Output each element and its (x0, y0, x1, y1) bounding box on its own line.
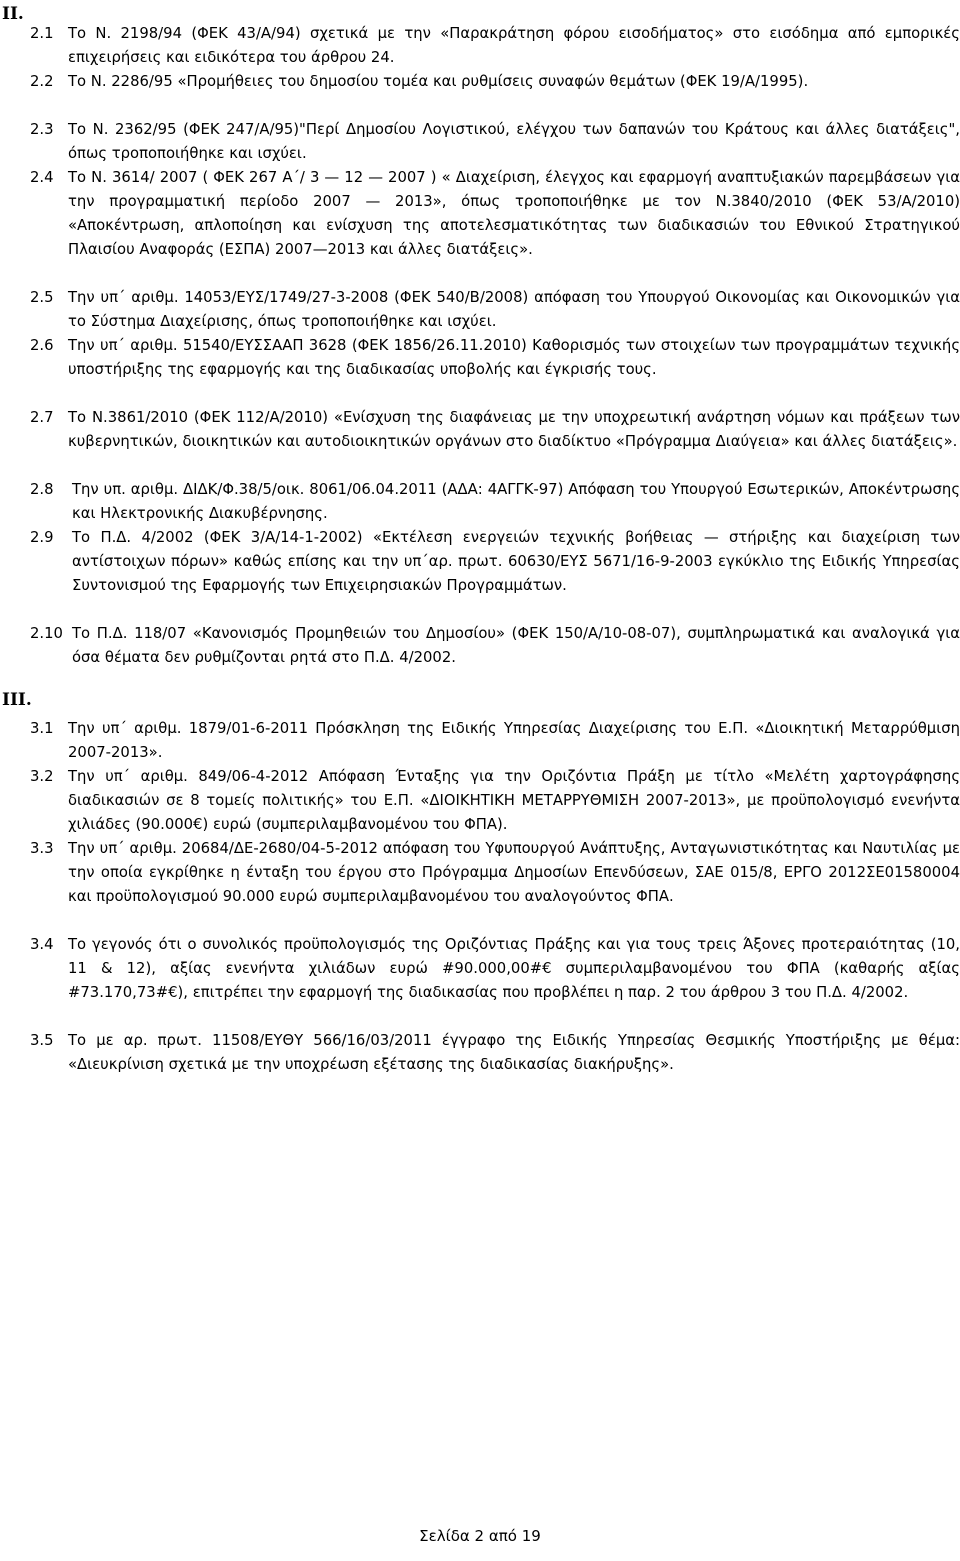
item-text: Το Π.Δ. 118/07 «Κανονισμός Προμηθειών του Δημοσίου» (ΦΕΚ 150/Α/10-08-07), συμπληρωματικά και αναλογικά για όσα θέματα δεν ρυθμίζονται ρητά στο Π.Δ. 4/2002. (72, 625, 960, 666)
item-number: 3.5 (30, 1032, 54, 1049)
page-footer: Σελίδα 2 από 19 (419, 1527, 541, 1545)
item-number: 2.5 (30, 289, 54, 306)
item-text: Την υπ. αριθμ. ΔΙΔΚ/Φ.38/5/οικ. 8061/06.04.2011 (ΑΔΑ: 4ΑΓΓΚ-97) Απόφαση του Υπουργού Εσωτερικών, Αποκέντρωσης και Ηλεκτρονικής Διακυβέρνησης. (72, 481, 960, 522)
item-text: Την υπ΄ αριθμ. 51540/ΕΥΣΣΑΑΠ 3628 (ΦΕΚ 1856/26.11.2010) Καθορισμός των στοιχείων των προγραμμάτων τεχνικής υποστήριξης της εφαρμογής και της διαδικασίας υποβολής και έγκρισής τους. (68, 337, 960, 378)
item-number: 2.4 (30, 169, 54, 186)
item-text: Το με αρ. πρωτ. 11508/ΕΥΘΥ 566/16/03/2011 έγγραφο της Ειδικής Υπηρεσίας Θεσμικής Υποστήριξης με θέμα: «Διευκρίνιση σχετικά με την υποχρέωση εξέτασης της διαδικασίας διακήρυξης». (68, 1032, 960, 1073)
item-text: Το Ν. 2286/95 «Προμήθειες του δημοσίου τομέα και ρυθμίσεις συναφών θεμάτων (ΦΕΚ 19/Α/1995). (68, 73, 809, 90)
list-item-2-3 (30, 118, 960, 166)
item-number: 2.7 (30, 409, 54, 426)
list-item-2-8 (30, 478, 960, 526)
list-item-2-7 (30, 406, 960, 454)
section-heading-iii: III. (2, 690, 32, 710)
list-item-2-5 (30, 286, 960, 334)
item-number: 3.4 (30, 936, 54, 953)
list-item-2-10 (30, 622, 960, 670)
list-item-3-2 (30, 765, 960, 837)
list-item-3-1 (30, 717, 960, 765)
item-text: Το Ν.3861/2010 (ΦΕΚ 112/Α/2010) «Ενίσχυση της διαφάνειας με την υποχρεωτική ανάρτηση νόμων και πράξεων των κυβερνητικών, διοικητικών και αυτοδιοικητικών οργάνων στο διαδίκτυο «Πρόγραμμα Διαύγεια» και άλλες διατάξεις». (68, 409, 960, 450)
item-text: Το Ν. 3614/ 2007 ( ΦΕΚ 267 Α΄/ 3 — 12 — 2007 ) « Διαχείριση, έλεγχος και εφαρμογή αναπτυξιακών παρεμβάσεων για την προγραμματική περίοδο 2007 — 2013», όπως τροποποιήθηκε με τον Ν.3840/2010 (ΦΕΚ 53/Α/2010) «Αποκέντρωση, απλοποίηση και ενίσχυση της αποτελεσματικότητας των διαδικασιών του Εθνικού Στρατηγικού Πλαισίου Αναφοράς (ΕΣΠΑ) 2007—2013 και άλλες διατάξεις». (68, 169, 960, 258)
item-text: Το Ν. 2362/95 (ΦΕΚ 247/Α/95)"Περί Δημοσίου Λογιστικού, ελέγχου των δαπανών του Κράτους και άλλες διατάξεις", όπως τροποποιήθηκε και ισχύει. (68, 121, 960, 162)
item-text: Την υπ΄ αριθμ. 14053/ΕΥΣ/1749/27-3-2008 (ΦΕΚ 540/Β/2008) απόφαση του Υπουργού Οικονομίας και Οικονομικών για το Σύστημα Διαχείρισης, όπως τροποποιήθηκε και ισχύει. (68, 289, 960, 330)
item-text: Το γεγονός ότι ο συνολικός προϋπολογισμός της Οριζόντιας Πράξης και για τους τρεις Άξονες προτεραιότητας (10, 11 & 12), αξίας ενενήντα χιλιάδων ευρώ #90.000,00#€ συμπεριλαμβανομένου του ΦΠΑ (καθαρής αξίας #73.170,73#€), επιτρέπει την εφαρμογή της διαδικασίας που προβλέπει η παρ. 2 του άρθρου 3 του Π.Δ. 4/2002. (68, 936, 960, 1001)
item-text: Το Ν. 2198/94 (ΦΕΚ 43/Α/94) σχετικά με την «Παρακράτηση φόρου εισοδήματος» στο εισόδημα από εμπορικές επιχειρήσεις και ειδικότερα του άρθρου 24. (68, 25, 960, 66)
item-number: 3.2 (30, 768, 54, 785)
list-item-2-4 (30, 166, 960, 262)
item-number: 2.8 (30, 481, 54, 498)
item-number: 3.3 (30, 840, 54, 857)
item-text: Την υπ΄ αριθμ. 849/06-4-2012 Απόφαση Ένταξης για την Οριζόντια Πράξη με τίτλο «Μελέτη χαρτογράφησης διαδικασιών σε 8 τομείς πολιτικής» του Ε.Π. «ΔΙΟΙΚΗΤΙΚΗ ΜΕΤΑΡΡΥΘΜΙΣΗ 2007-2013», με προϋπολογισμό ενενήντα χιλιάδες (90.000€) ευρώ (συμπεριλαμβανομένου του ΦΠΑ). (68, 768, 960, 833)
item-text: Το Π.Δ. 4/2002 (ΦΕΚ 3/Α/14-1-2002) «Εκτέλεση ενεργειών τεχνικής βοήθειας — στήριξης και διαχείριση των αντίστοιχων πόρων» καθώς επίσης και την υπ΄αρ. πρωτ. 60630/ΕΥΣ 5671/16-9-2003 εγκύκλιο της Ειδικής Υπηρεσίας Συντονισμού της Εφαρμογής των Επιχειρησιακών Προγραμμάτων. (72, 529, 960, 594)
item-text: Την υπ΄ αριθμ. 20684/ΔΕ-2680/04-5-2012 απόφαση του Υφυπουργού Ανάπτυξης, Ανταγωνιστικότητας και Ναυτιλίας με την οποία εγκρίθηκε η ένταξη του έργου στο Πρόγραμμα Δημοσίων Επενδύσεων, ΣΑΕ 015/8, ΕΡΓΟ 2012ΣΕ01580004 και προϋπολογισμού 90.000 ευρώ συμπεριλαμβανομένου του αναλογούντος ΦΠΑ. (68, 840, 960, 905)
list-item-2-6 (30, 334, 960, 382)
list-item-3-4 (30, 933, 960, 1005)
item-text: Την υπ΄ αριθμ. 1879/01-6-2011 Πρόσκληση της Ειδικής Υπηρεσίας Διαχείρισης του Ε.Π. «Διοικητική Μεταρρύθμιση 2007-2013». (68, 720, 960, 761)
item-number: 2.2 (30, 73, 54, 90)
list-item-2-1 (30, 22, 960, 70)
item-number: 3.1 (30, 720, 54, 737)
list-item-2-2 (30, 70, 960, 94)
list-item-2-9 (30, 526, 960, 598)
section-heading-ii: II. (2, 4, 24, 24)
item-number: 2.6 (30, 337, 54, 354)
item-number: 2.1 (30, 25, 54, 42)
list-item-3-3 (30, 837, 960, 909)
item-number: 2.3 (30, 121, 54, 138)
item-number: 2.10 (30, 625, 63, 642)
list-item-3-5 (30, 1029, 960, 1077)
item-number: 2.9 (30, 529, 54, 546)
